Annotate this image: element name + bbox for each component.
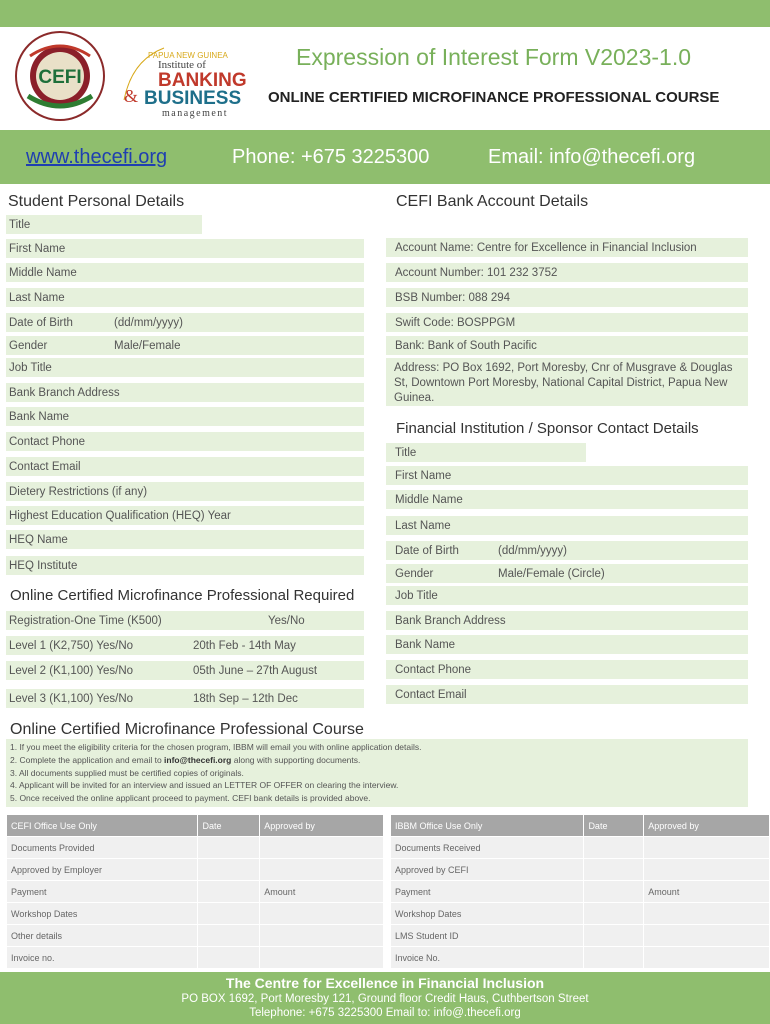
course-notes (6, 739, 748, 807)
bank-account-number: Account Number: 101 232 3752 (386, 263, 748, 282)
bank-name: Bank: Bank of South Pacific (386, 336, 748, 355)
table-row (391, 859, 770, 881)
svg-text:management: management (162, 108, 229, 119)
table-header-cell: Approved by (260, 815, 384, 837)
table-cell-date[interactable] (584, 925, 644, 947)
table-row (391, 881, 770, 903)
table-cell-date[interactable] (198, 837, 260, 859)
phone-number: Phone: +675 3225300 (232, 146, 430, 168)
table-cell-approved[interactable] (260, 925, 384, 947)
svg-text:Institute of: Institute of (158, 59, 206, 71)
svg-text:PAPUA NEW GUINEA: PAPUA NEW GUINEA (148, 51, 228, 60)
table-cell-approved[interactable] (644, 903, 770, 925)
sponsor-first-name-field[interactable]: First Name (386, 466, 748, 485)
table-cell-approved[interactable] (644, 947, 770, 969)
footer (0, 972, 770, 1024)
course-note-2: 2. Complete the application and email to info@thecefi.org along with supporting documents. (10, 754, 361, 765)
table-cell-date[interactable] (584, 859, 644, 881)
course-note-5: 5. Once received the online applicant proceed to payment. CEFI bank details is provided above. (10, 793, 371, 804)
svg-text:BUSINESS: BUSINESS (144, 88, 242, 109)
table-cell-date[interactable] (198, 903, 260, 925)
svg-text:BANKING: BANKING (158, 70, 247, 91)
student-heq-year-field[interactable]: Highest Education Qualification (HEQ) Year (6, 506, 364, 525)
table-cell-approved[interactable] (644, 837, 770, 859)
student-first-name-field[interactable]: First Name (6, 239, 364, 258)
table-row (7, 947, 384, 969)
table-cell-date[interactable] (584, 881, 644, 903)
cefi-office-table (6, 814, 384, 969)
course-heading: Online Certified Microfinance Professional Course (10, 721, 364, 738)
footer-contact: Telephone: +675 3225300 Email to: info@.thecefi.org (249, 1007, 521, 1019)
course-note-4: 4. Applicant will be invited for an interview and issued an LETTER OF OFFER on clearing the interview. (10, 780, 399, 791)
table-header-cell: CEFI Office Use Only (7, 815, 198, 837)
table-cell-date[interactable] (198, 859, 260, 881)
student-bank-branch-field[interactable]: Bank Branch Address (6, 383, 364, 402)
course-note-3: 3. All documents supplied must be certified copies of originals. (10, 767, 244, 778)
table-row (391, 837, 770, 859)
student-heq-name-field[interactable]: HEQ Name (6, 530, 364, 549)
sponsor-contact-phone-field[interactable]: Contact Phone (386, 660, 748, 679)
sponsor-bank-branch-field[interactable]: Bank Branch Address (386, 611, 748, 630)
table-row-label: Documents Provided (7, 837, 198, 859)
sponsor-job-title-field[interactable]: Job Title (386, 586, 748, 605)
svg-text:CEFI: CEFI (38, 67, 82, 88)
table-cell-date[interactable] (198, 947, 260, 969)
table-cell-approved[interactable] (260, 859, 384, 881)
sponsor-last-name-field[interactable]: Last Name (386, 516, 748, 535)
table-row (7, 903, 384, 925)
student-job-title-field[interactable]: Job Title (6, 358, 364, 377)
table-cell-approved[interactable] (644, 859, 770, 881)
footer-address: PO BOX 1692, Port Moresby 121, Ground floor Credit Haus, Cuthbertson Street (181, 993, 589, 1005)
table-row-label: Payment (391, 881, 584, 903)
table-row-label: Payment (7, 881, 198, 903)
table-header-row (391, 815, 770, 837)
table-header-cell: Date (198, 815, 260, 837)
table-row (7, 859, 384, 881)
table-row-label: Invoice no. (7, 947, 198, 969)
bank-details-heading: CEFI Bank Account Details (396, 193, 589, 210)
website-link[interactable]: www.thecefi.org (26, 146, 168, 168)
table-row-label: Approved by Employer (7, 859, 198, 881)
bank-address: Address: PO Box 1692, Port Moresby, Cnr of Musgrave & Douglas St, Downtown Port Moresby, National Capital District, Papua New Guinea. (386, 358, 748, 406)
cefi-logo (8, 30, 112, 122)
footer-org-name: The Centre for Excellence in Financial Inclusion (225, 975, 545, 991)
table-row (391, 947, 770, 969)
table-row (391, 925, 770, 947)
table-cell-date[interactable] (198, 881, 260, 903)
table-cell-approved[interactable] (260, 837, 384, 859)
sponsor-title-field[interactable]: Title (386, 443, 586, 462)
table-header-cell: Approved by (644, 815, 770, 837)
table-row-label: Invoice No. (391, 947, 584, 969)
student-gender-field[interactable]: Gender Male/Female (6, 336, 364, 355)
table-cell-approved[interactable] (644, 925, 770, 947)
student-contact-email-field[interactable]: Contact Email (6, 457, 364, 476)
required-heading: Online Certified Microfinance Professional Required (10, 587, 355, 604)
table-row-label: Documents Received (391, 837, 584, 859)
bank-account-name: Account Name: Centre for Excellence in Financial Inclusion (386, 238, 748, 257)
sponsor-bank-name-field[interactable]: Bank Name (386, 635, 748, 654)
table-row (391, 903, 770, 925)
table-header-row (7, 815, 384, 837)
student-bank-name-field[interactable]: Bank Name (6, 407, 364, 426)
level3-field[interactable]: Level 3 (K1,100) Yes/No 18th Sep – 12th Dec (6, 689, 364, 708)
student-title-field[interactable]: Title (6, 215, 202, 234)
sponsor-gender-field[interactable]: Gender Male/Female (Circle) (386, 564, 748, 583)
registration-field[interactable]: Registration-One Time (K500) Yes/No (6, 611, 364, 630)
table-row (7, 881, 384, 903)
student-dob-field[interactable]: Date of Birth (dd/mm/yyyy) (6, 313, 364, 332)
sponsor-heading: Financial Institution / Sponsor Contact Details (396, 420, 699, 437)
table-row-label: Workshop Dates (391, 903, 584, 925)
table-cell-approved[interactable] (260, 947, 384, 969)
sponsor-dob-field[interactable]: Date of Birth (dd/mm/yyyy) (386, 541, 748, 560)
course-note-email: info@thecefi.org (164, 754, 232, 765)
ibbm-office-table (390, 814, 770, 969)
student-middle-name-field[interactable]: Middle Name (6, 263, 364, 282)
table-cell-date[interactable] (584, 837, 644, 859)
table-row (7, 837, 384, 859)
table-cell-date[interactable] (584, 947, 644, 969)
form-subtitle: ONLINE CERTIFIED MICROFINANCE PROFESSIONAL COURSE (268, 89, 720, 106)
student-dietary-field[interactable]: Dietery Restrictions (if any) (6, 482, 364, 501)
level2-field[interactable]: Level 2 (K1,100) Yes/No 05th June – 27th August (6, 661, 364, 680)
student-heq-institute-field[interactable]: HEQ Institute (6, 556, 364, 575)
table-cell-date[interactable] (584, 903, 644, 925)
table-row-label: Approved by CEFI (391, 859, 584, 881)
table-cell-amount[interactable]: Amount (260, 881, 384, 903)
table-row (7, 925, 384, 947)
sponsor-contact-email-field[interactable]: Contact Email (386, 685, 748, 704)
student-details-heading: Student Personal Details (8, 193, 185, 210)
student-last-name-field[interactable]: Last Name (6, 288, 364, 307)
bank-swift-code: Swift Code: BOSPPGM (386, 313, 748, 332)
table-cell-date[interactable] (198, 925, 260, 947)
course-note-1: 1. If you meet the eligibility criteria for the chosen program, IBBM will email you with online application details. (10, 742, 422, 752)
table-header-cell: IBBM Office Use Only (391, 815, 584, 837)
student-contact-phone-field[interactable]: Contact Phone (6, 432, 364, 451)
form-title: Expression of Interest Form V2023-1.0 (296, 44, 692, 70)
svg-text:&: & (124, 86, 139, 106)
email-address: Email: info@thecefi.org (488, 146, 696, 168)
level1-field[interactable]: Level 1 (K2,750) Yes/No 20th Feb - 14th May (6, 636, 364, 655)
table-cell-approved[interactable] (260, 903, 384, 925)
sponsor-middle-name-field[interactable]: Middle Name (386, 490, 748, 509)
table-row-label: LMS Student ID (391, 925, 584, 947)
table-row-label: Workshop Dates (7, 903, 198, 925)
bank-bsb-number: BSB Number: 088 294 (386, 288, 748, 307)
ibbm-logo (118, 40, 256, 122)
top-accent-bar (0, 0, 770, 27)
table-row-label: Other details (7, 925, 198, 947)
table-header-cell: Date (584, 815, 644, 837)
table-cell-amount[interactable]: Amount (644, 881, 770, 903)
